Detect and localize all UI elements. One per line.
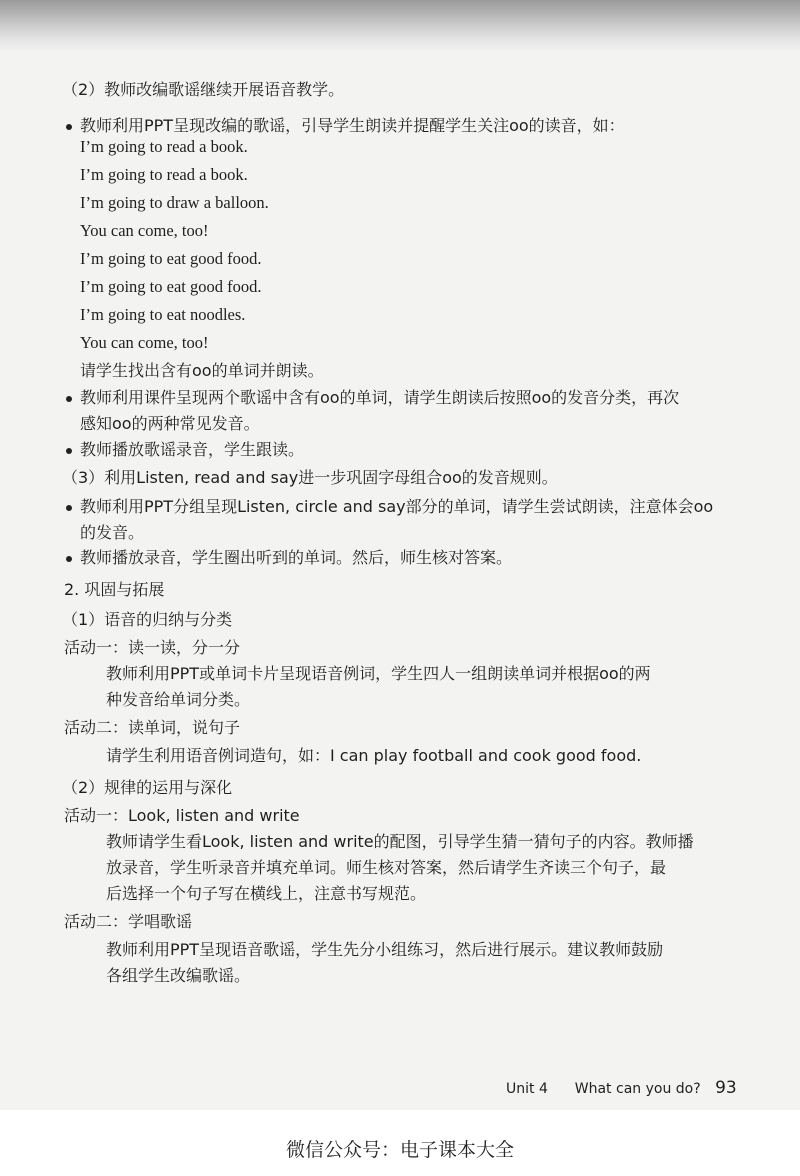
bullet-text: 教师利用PPT呈现改编的歌谣，引导学生朗读并提醒学生关注oo的读音，如： [80, 116, 625, 135]
chant-line: I’m going to read a book. [80, 165, 248, 184]
activity-text: 后选择一个句子写在横线上，注意书写规范。 [106, 884, 427, 903]
chant-line: You can come, too! [80, 221, 209, 240]
chant-line: You can come, too! [80, 333, 209, 352]
activity-text: 各组学生改编歌谣。 [106, 966, 251, 985]
activity-text: 种发音给单词分类。 [106, 690, 251, 709]
subsection-heading: （1）语音的归纳与分类 [62, 610, 233, 629]
section-heading: （3）利用Listen, read and say进一步巩固字母组合oo的发音规则。 [62, 468, 558, 487]
bullet-text-continued: 感知oo的两种常见发音。 [80, 414, 260, 433]
chant-line: I’m going to read a book. [80, 137, 248, 156]
unit-title: What can you do? [574, 1081, 701, 1097]
chant-line: I’m going to draw a balloon. [80, 193, 269, 212]
activity-text: 教师请学生看Look, listen and write的配图，引导学生猜一猜句子的内容。教师播 [106, 832, 694, 851]
activity-text: 请学生利用语音例词造句，如：I can play football and cook good food. [106, 746, 642, 765]
chant-line: I’m going to eat noodles. [80, 305, 246, 324]
bullet-text: 教师利用课件呈现两个歌谣中含有oo的单词，请学生朗读后按照oo的发音分类，再次 [80, 388, 680, 407]
activity-title: 活动二：学唱歌谣 [64, 912, 193, 931]
wechat-caption: 微信公众号：电子课本大全 [285, 1139, 514, 1161]
activity-title: 活动一：读一读，分一分 [64, 638, 241, 657]
bullet-dot [66, 448, 72, 454]
activity-title: 活动二：读单词，说句子 [64, 718, 241, 737]
bullet-dot [66, 396, 72, 402]
activity-text: 放录音，学生听录音并填充单词。师生核对答案，然后请学生齐读三个句子，最 [106, 858, 667, 877]
bullet-text-continued: 的发音。 [80, 523, 145, 542]
activity-title: 活动一：Look, listen and write [64, 806, 300, 825]
chant-line: I’m going to eat good food. [80, 249, 262, 268]
page-number: 93 [715, 1078, 737, 1098]
bullet-text: 教师播放歌谣录音，学生跟读。 [80, 440, 305, 459]
section-heading: 2. 巩固与拓展 [64, 580, 165, 599]
bullet-dot [66, 556, 72, 562]
page-top-shadow [0, 0, 800, 50]
page-footer [506, 1078, 737, 1098]
chant-line: I’m going to eat good food. [80, 277, 262, 296]
bullet-dot [66, 124, 72, 130]
bullet-text: 教师播放录音，学生圈出听到的单词。然后，师生核对答案。 [80, 548, 513, 567]
section-heading: （2）教师改编歌谣继续开展语音教学。 [62, 80, 345, 99]
bullet-dot [66, 505, 72, 511]
subsection-heading: （2）规律的运用与深化 [62, 778, 233, 797]
activity-text: 教师利用PPT呈现语音歌谣，学生先分小组练习，然后进行展示。建议教师鼓励 [106, 940, 664, 959]
instruction-text: 请学生找出含有oo的单词并朗读。 [80, 361, 324, 380]
bullet-text: 教师利用PPT分组呈现Listen, circle and say部分的单词，请学生尝试朗读，注意体会oo [80, 497, 714, 516]
unit-label: Unit 4 [506, 1081, 548, 1097]
activity-text: 教师利用PPT或单词卡片呈现语音例词，学生四人一组朗读单词并根据oo的两 [106, 664, 651, 683]
